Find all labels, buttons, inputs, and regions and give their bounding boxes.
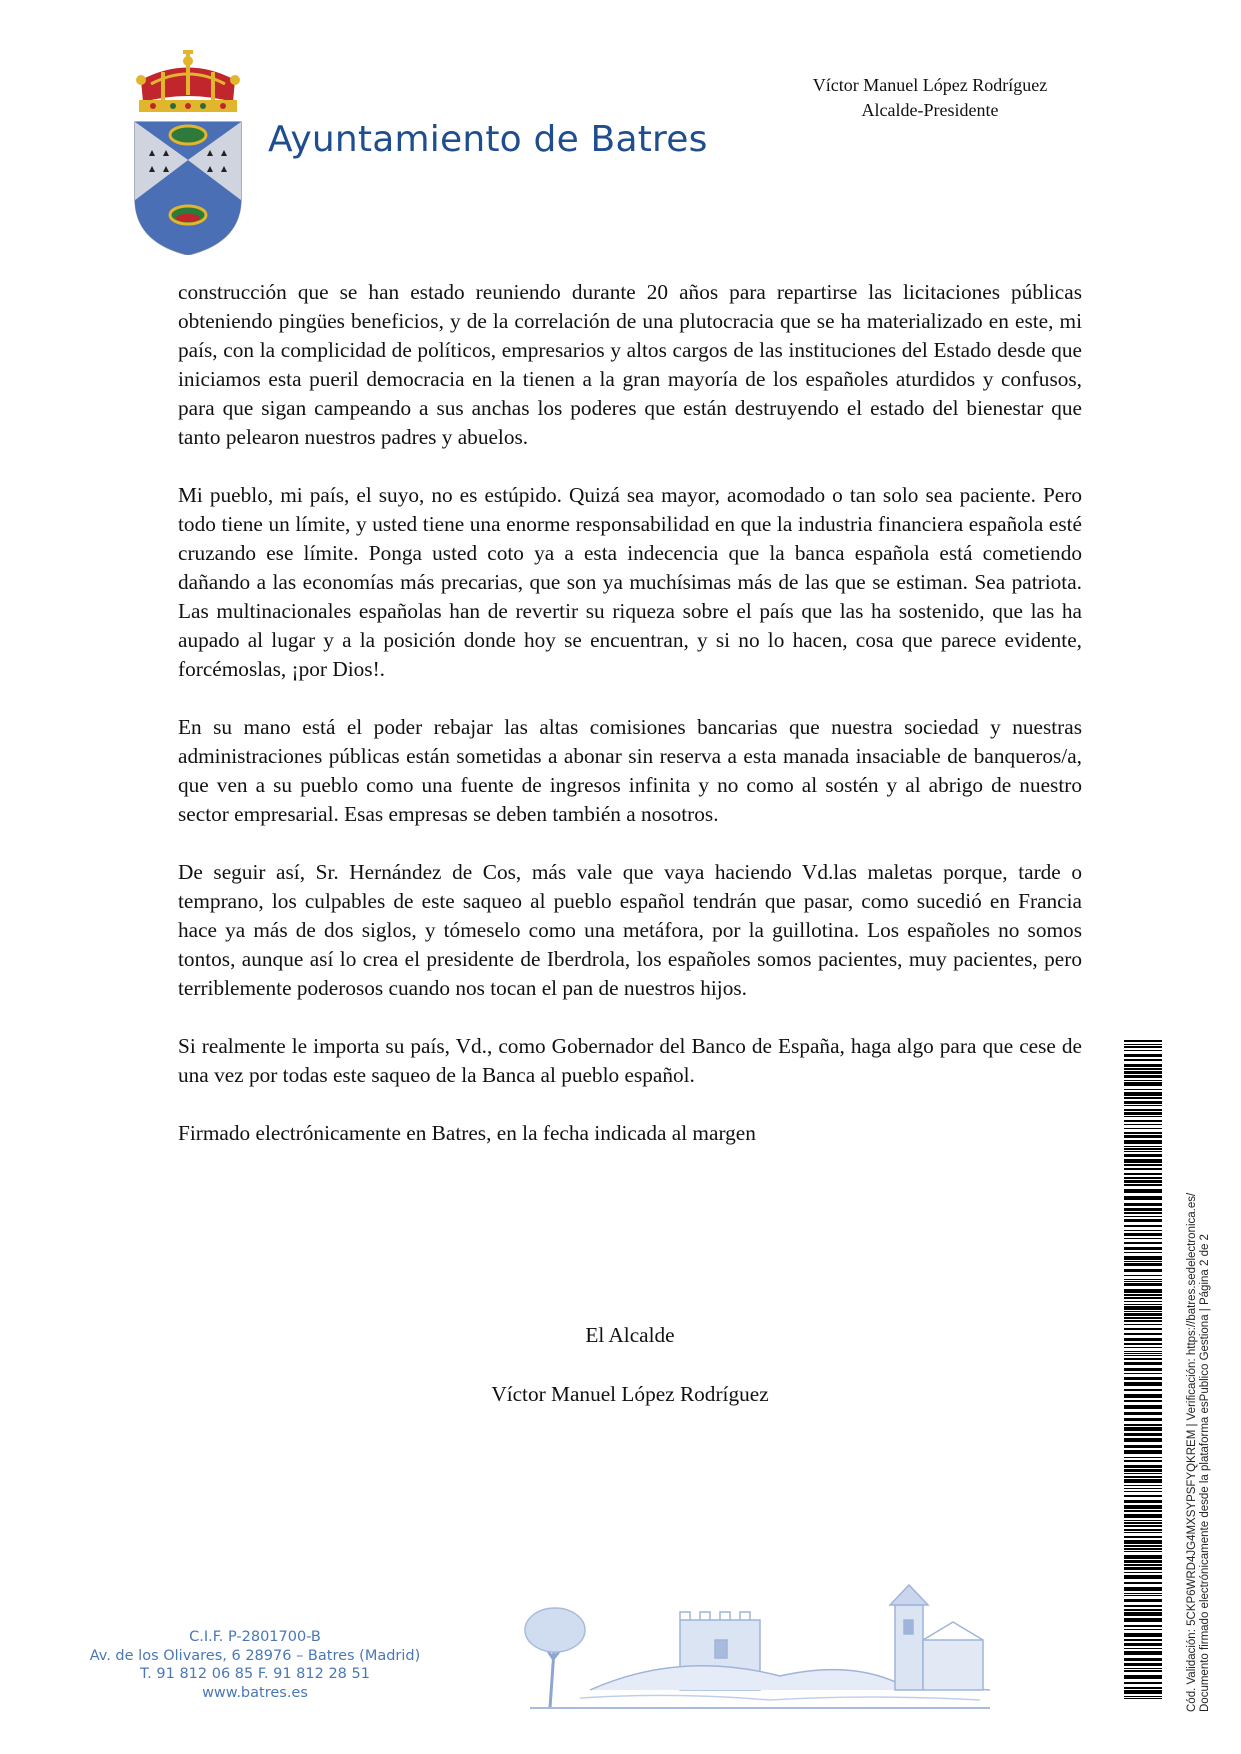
- barcode-bar: [1124, 1696, 1162, 1697]
- barcode-bar: [1124, 1353, 1162, 1354]
- barcode-bar: [1124, 1050, 1162, 1051]
- paragraph: De seguir así, Sr. Hernández de Cos, más vale que vaya haciendo Vd.las maletas porque, tarde o temprano, los culpables de este saqueo al pueblo español tendrán que pasar, como sucedió en Francia hace ya más de dos siglos, y tómeselo como una metáfora, por la guillotina. Los españoles no somos tontos, aunque así lo crea el presidente de Iberdrola, los españoles somos pacientes, muy pacientes, pero terriblemente poderosos cuando nos tocan el pan de nuestros hijos.: [178, 860, 1082, 1000]
- barcode-bar: [1124, 1075, 1162, 1078]
- barcode-bar: [1124, 1140, 1162, 1144]
- barcode-bar: [1124, 1587, 1162, 1591]
- barcode-bar: [1124, 1132, 1162, 1134]
- barcode-bar: [1124, 1109, 1162, 1111]
- barcode-bar: [1124, 1101, 1162, 1104]
- barcode-bar: [1124, 1080, 1162, 1081]
- barcode-bar: [1124, 1304, 1162, 1305]
- barcode-bar: [1124, 1427, 1162, 1431]
- barcode-bar: [1124, 1281, 1162, 1282]
- barcode-bar: [1124, 1572, 1162, 1573]
- barcode-bar: [1124, 1618, 1162, 1622]
- barcode-bar: [1124, 1173, 1162, 1175]
- barcode-bar: [1124, 1564, 1162, 1566]
- signature-note: Firmado electrónicamente en Batres, en la fecha indicada al margen: [178, 1121, 756, 1145]
- barcode-bar: [1124, 1261, 1162, 1262]
- validation-barcode: [1124, 1040, 1162, 1700]
- barcode-bar: [1124, 1438, 1162, 1442]
- barcode-bar: [1124, 1212, 1162, 1214]
- shield-icon: [135, 122, 241, 255]
- barcode-bar: [1124, 1289, 1162, 1293]
- barcode-bar: [1124, 1269, 1162, 1272]
- footer-web: www.batres.es: [202, 1684, 308, 1701]
- barcode-bar: [1124, 1362, 1162, 1365]
- barcode-bar: [1124, 1377, 1162, 1380]
- barcode-bar: [1124, 1184, 1162, 1186]
- barcode-bar: [1124, 1263, 1162, 1266]
- barcode-bar: [1124, 1687, 1162, 1689]
- barcode-bar: [1124, 1044, 1162, 1045]
- validation-line-1: Cód. Validación: 5CKP6WRD4JG4MXSYPSFYQKREM | Verificación: https://batres.sedelectronica.es/: [1186, 1192, 1198, 1712]
- barcode-bar: [1124, 1112, 1162, 1115]
- barcode-bar: [1124, 1324, 1162, 1325]
- barcode-bar: [1124, 1460, 1162, 1462]
- barcode-bar: [1124, 1643, 1162, 1646]
- barcode-bar: [1124, 1320, 1162, 1322]
- barcode-bar: [1124, 1476, 1162, 1478]
- barcode-bar: [1124, 1670, 1162, 1672]
- barcode-bar: [1124, 1368, 1162, 1371]
- barcode-bar: [1124, 1663, 1162, 1666]
- paragraph: construcción que se han estado reuniendo durante 20 años para repartirse las licitaciones públicas obteniendo pingües beneficios, y de la correlación de una plutocracia que se ha materializado en este, mi país, con la complicidad de políticos, empresarios y altos cargos de las instituciones del Estado desde que iniciamos esta pueril democracia en la tienen a la gran mayoría de los españoles aturdidos y confusos, para que sigan campeando a sus anchas los poderes que están destruyendo el estado del bienestar que tanto pelearon nuestros padres y abuelos.: [178, 280, 1082, 449]
- barcode-bar: [1124, 1054, 1162, 1057]
- footer-address: Av. de los Olivares, 6 28976 – Batres (Madrid): [89, 1647, 421, 1664]
- barcode-bar: [1124, 1275, 1162, 1276]
- barcode-bar: [1124, 1412, 1162, 1415]
- paragraph: Mi pueblo, mi país, el suyo, no es estúpido. Quizá sea mayor, acomodado o tan solo sea paciente. Pero todo tiene un límite, y usted tiene una enorme responsabilidad en que la industria financiera española esté cruzando ese límite. Ponga usted coto ya a esta indecencia que la banca española está cometiendo dañando a las economías más precarias, que son ya muchísimas más de las que se estiman. Sea patriota. Las multinacionales españolas han de revertir su riqueza sobre el país que las ha sostenido, que las ha aupado al lugar y a la posición donde hoy se encuentran, y si no lo hacen, cosa que parece evidente, forcémoslas, ¡por Dios!.: [178, 483, 1082, 681]
- barcode-bar: [1124, 1500, 1162, 1503]
- barcode-bar: [1124, 1317, 1162, 1319]
- barcode-bar: [1124, 1089, 1162, 1090]
- barcode-bar: [1124, 1575, 1162, 1579]
- barcode-bar: [1124, 1651, 1162, 1655]
- barcode-bar: [1124, 1629, 1162, 1630]
- barcode-bar: [1124, 1465, 1162, 1468]
- barcode-bar: [1124, 1488, 1162, 1489]
- barcode-bar: [1124, 1328, 1162, 1330]
- barcode-bar: [1124, 1450, 1162, 1454]
- barcode-bar: [1124, 1203, 1162, 1206]
- barcode-bar: [1124, 1625, 1162, 1627]
- barcode-bar: [1124, 1648, 1162, 1649]
- barcode-bar: [1124, 1311, 1162, 1312]
- barcode-bar: [1124, 1595, 1162, 1596]
- barcode-bar: [1124, 1560, 1162, 1563]
- closing-name: Víctor Manuel López Rodríguez: [491, 1382, 769, 1406]
- barcode-bar: [1124, 1146, 1162, 1147]
- barcode-bar: [1124, 1301, 1162, 1302]
- barcode-bar: [1124, 1389, 1162, 1391]
- barcode-bar: [1124, 1555, 1162, 1559]
- barcode-bar: [1124, 1658, 1162, 1661]
- paragraph: En su mano está el poder rebajar las altas comisiones bancarias que nuestra sociedad y nuestras administraciones públicas están sometidas a abonar sin reserva a esta manada insaciable de banqueros/a, que ven a su pueblo como una fuente de ingresos infinita y no como al sostén y al abrigo de nuestro sector empresarial. Esas empresas se deben también a nosotros.: [178, 715, 1082, 826]
- signer-role: Alcalde-Presidente: [861, 100, 999, 120]
- closing-title: El Alcalde: [585, 1323, 675, 1347]
- barcode-bar: [1124, 1479, 1162, 1483]
- barcode-bar: [1124, 1373, 1162, 1374]
- barcode-bar: [1124, 1247, 1162, 1250]
- barcode-bar: [1124, 1238, 1162, 1239]
- barcode-bar: [1124, 1529, 1162, 1531]
- barcode-bar: [1124, 1351, 1162, 1352]
- barcode-bar: [1124, 1457, 1162, 1458]
- barcode-bar: [1124, 1355, 1162, 1356]
- barcode-bar: [1124, 1082, 1162, 1086]
- barcode-bar: [1124, 1690, 1162, 1694]
- barcode-bar: [1124, 1105, 1162, 1106]
- barcode-bar: [1124, 1612, 1162, 1616]
- footer-contact: [60, 1628, 450, 1702]
- barcode-bar: [1124, 1668, 1162, 1669]
- barcode-bar: [1124, 1545, 1162, 1547]
- barcode-bar: [1124, 1128, 1162, 1129]
- barcode-bar: [1124, 1180, 1162, 1183]
- letter-body: [178, 278, 1082, 1177]
- barcode-bar: [1124, 1151, 1162, 1152]
- barcode-bar: [1124, 1177, 1162, 1179]
- barcode-bar: [1124, 1400, 1162, 1402]
- barcode-bar: [1124, 1485, 1162, 1486]
- barcode-bar: [1124, 1208, 1162, 1211]
- barcode-bar: [1124, 1097, 1162, 1099]
- barcode-bar: [1124, 1168, 1162, 1170]
- barcode-bar: [1124, 1124, 1162, 1125]
- barcode-bar: [1124, 1491, 1162, 1492]
- barcode-bar: [1124, 1347, 1162, 1348]
- barcode-bar: [1124, 1567, 1162, 1570]
- barcode-bar: [1124, 1394, 1162, 1398]
- barcode-bar: [1124, 1164, 1162, 1166]
- barcode-bar: [1124, 1059, 1162, 1061]
- barcode-bar: [1124, 1338, 1162, 1341]
- barcode-bar: [1124, 1046, 1162, 1048]
- barcode-bar: [1124, 1551, 1162, 1552]
- barcode-bar: [1124, 1219, 1162, 1222]
- organization-name: Ayuntamiento de Batres: [268, 119, 708, 160]
- footer-cif: C.I.F. P-2801700-B: [189, 1629, 321, 1645]
- barcode-bar: [1124, 1505, 1162, 1509]
- barcode-bar: [1124, 1196, 1162, 1200]
- barcode-bar: [1124, 1532, 1162, 1533]
- barcode-bar: [1124, 1433, 1162, 1436]
- barcode-bar: [1124, 1382, 1162, 1386]
- barcode-bar: [1124, 1605, 1162, 1607]
- barcode-bar: [1124, 1522, 1162, 1524]
- validation-line-2: Documento firmado electrónicamente desde la plataforma esPublico Gestiona | Página 2 de 2: [1199, 1234, 1211, 1712]
- barcode-bar: [1124, 1525, 1162, 1527]
- barcode-bar: [1124, 1064, 1162, 1067]
- barcode-bar: [1124, 1252, 1162, 1253]
- barcode-bar: [1124, 1469, 1162, 1472]
- barcode-bar: [1124, 1135, 1162, 1138]
- validation-text: [1186, 1092, 1212, 1712]
- signer-block: [780, 73, 1080, 123]
- barcode-bar: [1124, 1520, 1162, 1521]
- barcode-bar: [1124, 1548, 1162, 1550]
- barcode-bar: [1124, 1599, 1162, 1602]
- barcode-bar: [1124, 1071, 1162, 1074]
- barcode-bar: [1124, 1233, 1162, 1236]
- barcode-bar: [1124, 1294, 1162, 1296]
- barcode-bar: [1124, 1358, 1162, 1360]
- barcode-bar: [1124, 1040, 1162, 1042]
- barcode-bar: [1124, 1495, 1162, 1497]
- barcode-bar: [1124, 1279, 1162, 1280]
- barcode-bar: [1124, 1216, 1162, 1217]
- barcode-bar: [1124, 1593, 1162, 1594]
- barcode-bar: [1124, 1510, 1162, 1512]
- barcode-bar: [1124, 1225, 1162, 1227]
- signer-name: Víctor Manuel López Rodríguez: [812, 75, 1048, 95]
- footer-phones: T. 91 812 06 85 F. 91 812 28 51: [140, 1666, 370, 1682]
- barcode-bar: [1124, 1540, 1162, 1544]
- barcode-bar: [1124, 1154, 1162, 1157]
- barcode-bar: [1124, 1582, 1162, 1584]
- barcode-bar: [1124, 1189, 1162, 1193]
- barcode-bar: [1124, 1424, 1162, 1426]
- crown-icon: [136, 50, 240, 112]
- coat-of-arms-logo: [133, 50, 243, 255]
- barcode-bar: [1124, 1698, 1162, 1699]
- barcode-bar: [1124, 1120, 1162, 1122]
- barcode-bar: [1124, 1068, 1162, 1070]
- barcode-bar: [1124, 1148, 1162, 1150]
- barcode-bar: [1124, 1609, 1162, 1611]
- barcode-bar: [1124, 1445, 1162, 1448]
- barcode-bar: [1124, 1514, 1162, 1518]
- barcode-bar: [1124, 1306, 1162, 1310]
- barcode-bar: [1124, 1343, 1162, 1345]
- barcode-bar: [1124, 1682, 1162, 1684]
- barcode-bar: [1124, 1092, 1162, 1096]
- barcode-bar: [1124, 1473, 1162, 1474]
- village-sketch-image: [520, 1580, 990, 1712]
- barcode-bar: [1124, 1297, 1162, 1299]
- barcode-bar: [1124, 1256, 1162, 1260]
- paragraph: Si realmente le importa su país, Vd., como Gobernador del Banco de España, haga algo para que cese de una vez por todas este saqueo de la Banca al pueblo español.: [178, 1034, 1082, 1087]
- barcode-bar: [1124, 1675, 1162, 1679]
- barcode-bar: [1124, 1333, 1162, 1335]
- barcode-bar: [1124, 1313, 1162, 1316]
- barcode-bar: [1124, 1283, 1162, 1286]
- barcode-bar: [1124, 1418, 1162, 1421]
- barcode-bar: [1124, 1230, 1162, 1231]
- barcode-bar: [1124, 1639, 1162, 1641]
- barcode-bar: [1124, 1633, 1162, 1637]
- barcode-bar: [1124, 1116, 1162, 1117]
- barcode-bar: [1124, 1159, 1162, 1163]
- barcode-bar: [1124, 1242, 1162, 1244]
- barcode-bar: [1124, 1536, 1162, 1538]
- barcode-bar: [1124, 1405, 1162, 1409]
